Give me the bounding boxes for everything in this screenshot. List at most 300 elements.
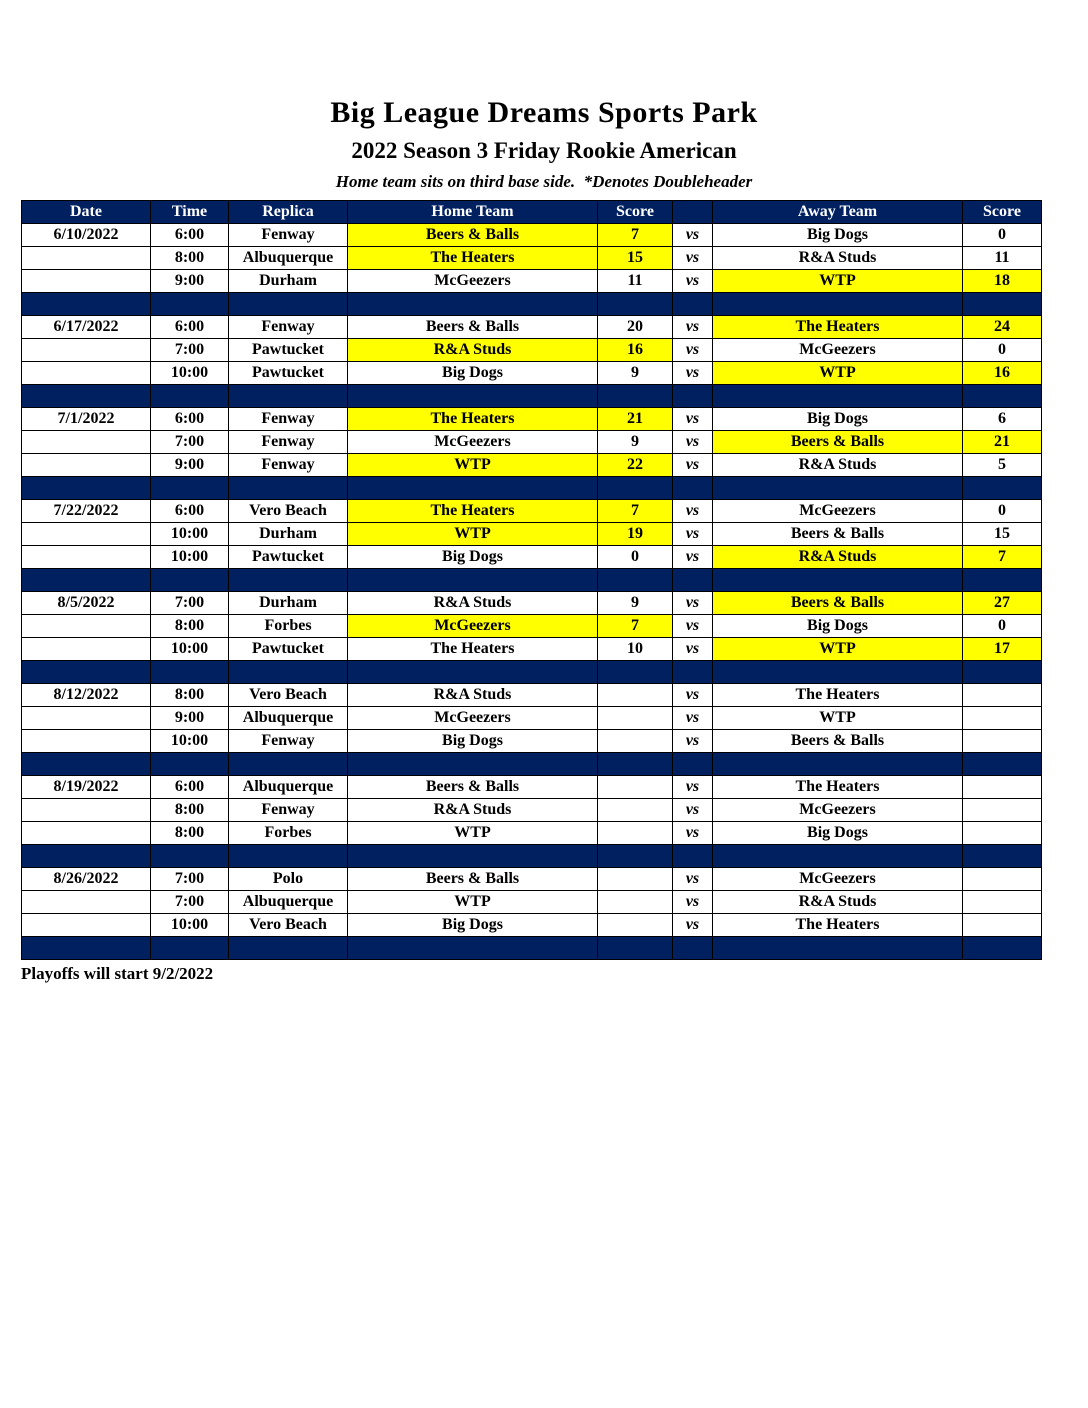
time-cell: 6:00 <box>151 224 229 247</box>
date-cell <box>22 730 151 753</box>
home-team-cell: WTP <box>348 891 598 914</box>
home-score-cell: 22 <box>598 454 673 477</box>
date-cell <box>22 914 151 937</box>
date-cell <box>22 431 151 454</box>
away-score-cell <box>963 799 1042 822</box>
date-cell <box>22 638 151 661</box>
game-row <box>22 684 1042 707</box>
home-score-cell: 20 <box>598 316 673 339</box>
replica-cell: Vero Beach <box>229 500 348 523</box>
replica-cell: Albuquerque <box>229 707 348 730</box>
away-score-cell <box>963 822 1042 845</box>
game-row <box>22 339 1042 362</box>
separator-row <box>22 385 1042 408</box>
vs-cell: vs <box>673 454 713 477</box>
home-team-cell: Big Dogs <box>348 362 598 385</box>
separator-cell <box>598 293 673 316</box>
time-cell: 9:00 <box>151 707 229 730</box>
away-team-cell: Beers & Balls <box>713 730 963 753</box>
page-title: Big League Dreams Sports Park <box>330 96 758 129</box>
replica-cell: Albuquerque <box>229 247 348 270</box>
separator-cell <box>348 293 598 316</box>
date-cell <box>22 546 151 569</box>
separator-cell <box>22 569 151 592</box>
game-row <box>22 546 1042 569</box>
time-cell: 7:00 <box>151 891 229 914</box>
vs-cell: vs <box>673 224 713 247</box>
date-cell: 6/10/2022 <box>22 224 151 247</box>
away-score-cell: 7 <box>963 546 1042 569</box>
column-header-score-4: Score <box>598 201 673 224</box>
vs-cell: vs <box>673 868 713 891</box>
replica-cell: Forbes <box>229 822 348 845</box>
game-row <box>22 822 1042 845</box>
replica-cell: Fenway <box>229 224 348 247</box>
time-cell: 8:00 <box>151 822 229 845</box>
date-cell <box>22 707 151 730</box>
date-cell: 7/22/2022 <box>22 500 151 523</box>
separator-cell <box>963 293 1042 316</box>
home-team-cell: R&A Studs <box>348 799 598 822</box>
separator-cell <box>22 845 151 868</box>
away-team-cell: Beers & Balls <box>713 592 963 615</box>
vs-cell: vs <box>673 914 713 937</box>
vs-cell: vs <box>673 362 713 385</box>
replica-cell: Vero Beach <box>229 914 348 937</box>
column-header-replica-2: Replica <box>229 201 348 224</box>
away-score-cell: 15 <box>963 523 1042 546</box>
home-team-cell: McGeezers <box>348 707 598 730</box>
home-team-cell: Big Dogs <box>348 914 598 937</box>
time-cell: 8:00 <box>151 615 229 638</box>
game-row <box>22 615 1042 638</box>
separator-cell <box>151 937 229 960</box>
game-row <box>22 776 1042 799</box>
vs-cell: vs <box>673 523 713 546</box>
separator-cell <box>151 845 229 868</box>
vs-cell: vs <box>673 270 713 293</box>
away-score-cell: 0 <box>963 339 1042 362</box>
home-score-cell: 10 <box>598 638 673 661</box>
home-score-cell <box>598 914 673 937</box>
replica-cell: Durham <box>229 270 348 293</box>
date-cell: 6/17/2022 <box>22 316 151 339</box>
time-cell: 10:00 <box>151 546 229 569</box>
date-cell <box>22 523 151 546</box>
game-row <box>22 891 1042 914</box>
separator-cell <box>229 293 348 316</box>
vs-cell: vs <box>673 247 713 270</box>
home-team-cell: The Heaters <box>348 500 598 523</box>
separator-cell <box>229 477 348 500</box>
separator-cell <box>963 845 1042 868</box>
replica-cell: Polo <box>229 868 348 891</box>
separator-cell <box>22 661 151 684</box>
separator-cell <box>713 477 963 500</box>
game-row <box>22 362 1042 385</box>
game-row <box>22 316 1042 339</box>
away-score-cell <box>963 684 1042 707</box>
home-team-cell: Big Dogs <box>348 546 598 569</box>
game-row <box>22 868 1042 891</box>
time-cell: 10:00 <box>151 362 229 385</box>
home-score-cell: 9 <box>598 362 673 385</box>
separator-cell <box>713 661 963 684</box>
separator-cell <box>151 661 229 684</box>
separator-cell <box>673 937 713 960</box>
home-score-cell: 0 <box>598 546 673 569</box>
date-cell <box>22 615 151 638</box>
column-header-away-team-6: Away Team <box>713 201 963 224</box>
column-header-home-team-3: Home Team <box>348 201 598 224</box>
separator-cell <box>229 661 348 684</box>
home-score-cell <box>598 891 673 914</box>
home-score-cell: 7 <box>598 224 673 247</box>
game-row <box>22 523 1042 546</box>
date-cell <box>22 891 151 914</box>
away-team-cell: The Heaters <box>713 914 963 937</box>
date-cell: 7/1/2022 <box>22 408 151 431</box>
away-team-cell: The Heaters <box>713 316 963 339</box>
replica-cell: Pawtucket <box>229 339 348 362</box>
vs-cell: vs <box>673 776 713 799</box>
home-score-cell <box>598 684 673 707</box>
playoffs-note: Playoffs will start 9/2/2022 <box>21 964 214 983</box>
date-cell: 8/26/2022 <box>22 868 151 891</box>
time-cell: 6:00 <box>151 316 229 339</box>
date-cell <box>22 339 151 362</box>
separator-cell <box>598 477 673 500</box>
game-row <box>22 270 1042 293</box>
separator-cell <box>963 385 1042 408</box>
away-score-cell <box>963 776 1042 799</box>
away-team-cell: R&A Studs <box>713 546 963 569</box>
separator-cell <box>151 385 229 408</box>
time-cell: 7:00 <box>151 431 229 454</box>
separator-cell <box>229 385 348 408</box>
home-team-cell: R&A Studs <box>348 592 598 615</box>
vs-cell: vs <box>673 891 713 914</box>
replica-cell: Fenway <box>229 799 348 822</box>
game-row <box>22 454 1042 477</box>
vs-cell: vs <box>673 707 713 730</box>
separator-row <box>22 845 1042 868</box>
away-score-cell <box>963 891 1042 914</box>
date-cell: 8/12/2022 <box>22 684 151 707</box>
separator-cell <box>713 753 963 776</box>
separator-cell <box>348 661 598 684</box>
time-cell: 8:00 <box>151 799 229 822</box>
replica-cell: Durham <box>229 592 348 615</box>
away-score-cell: 24 <box>963 316 1042 339</box>
away-score-cell <box>963 730 1042 753</box>
game-row <box>22 914 1042 937</box>
vs-cell: vs <box>673 684 713 707</box>
vs-cell: vs <box>673 431 713 454</box>
game-row <box>22 431 1042 454</box>
separator-cell <box>673 385 713 408</box>
away-score-cell: 6 <box>963 408 1042 431</box>
game-row <box>22 247 1042 270</box>
date-cell: 8/5/2022 <box>22 592 151 615</box>
time-cell: 10:00 <box>151 914 229 937</box>
separator-cell <box>151 477 229 500</box>
away-team-cell: The Heaters <box>713 684 963 707</box>
separator-cell <box>713 845 963 868</box>
game-row <box>22 730 1042 753</box>
replica-cell: Vero Beach <box>229 684 348 707</box>
replica-cell: Pawtucket <box>229 638 348 661</box>
home-team-cell: WTP <box>348 523 598 546</box>
away-team-cell: Beers & Balls <box>713 523 963 546</box>
away-score-cell: 0 <box>963 615 1042 638</box>
away-team-cell: R&A Studs <box>713 454 963 477</box>
date-cell <box>22 247 151 270</box>
away-team-cell: R&A Studs <box>713 891 963 914</box>
home-score-cell <box>598 822 673 845</box>
game-row <box>22 408 1042 431</box>
separator-cell <box>348 937 598 960</box>
away-score-cell: 18 <box>963 270 1042 293</box>
home-score-cell <box>598 776 673 799</box>
home-team-cell: The Heaters <box>348 408 598 431</box>
vs-cell: vs <box>673 500 713 523</box>
away-team-cell: Big Dogs <box>713 615 963 638</box>
separator-cell <box>348 385 598 408</box>
away-score-cell: 0 <box>963 224 1042 247</box>
home-team-cell: McGeezers <box>348 431 598 454</box>
vs-cell: vs <box>673 592 713 615</box>
time-cell: 6:00 <box>151 776 229 799</box>
separator-cell <box>673 753 713 776</box>
home-score-cell: 19 <box>598 523 673 546</box>
replica-cell: Fenway <box>229 408 348 431</box>
column-header-time-1: Time <box>151 201 229 224</box>
separator-cell <box>348 477 598 500</box>
separator-cell <box>151 293 229 316</box>
away-team-cell: Big Dogs <box>713 224 963 247</box>
away-team-cell: McGeezers <box>713 868 963 891</box>
away-score-cell: 0 <box>963 500 1042 523</box>
away-score-cell: 21 <box>963 431 1042 454</box>
date-cell <box>22 454 151 477</box>
separator-cell <box>598 385 673 408</box>
separator-cell <box>713 293 963 316</box>
away-team-cell: WTP <box>713 270 963 293</box>
separator-cell <box>22 937 151 960</box>
separator-row <box>22 937 1042 960</box>
separator-cell <box>229 845 348 868</box>
column-header-date-0: Date <box>22 201 151 224</box>
time-cell: 6:00 <box>151 500 229 523</box>
home-team-cell: WTP <box>348 454 598 477</box>
home-team-cell: Beers & Balls <box>348 868 598 891</box>
separator-row <box>22 753 1042 776</box>
home-team-cell: R&A Studs <box>348 684 598 707</box>
separator-cell <box>151 753 229 776</box>
home-score-cell: 7 <box>598 500 673 523</box>
away-score-cell: 5 <box>963 454 1042 477</box>
home-score-cell: 11 <box>598 270 673 293</box>
separator-cell <box>229 569 348 592</box>
replica-cell: Fenway <box>229 431 348 454</box>
game-row <box>22 500 1042 523</box>
vs-cell: vs <box>673 316 713 339</box>
home-team-cell: McGeezers <box>348 270 598 293</box>
separator-cell <box>598 569 673 592</box>
separator-row <box>22 477 1042 500</box>
away-team-cell: McGeezers <box>713 799 963 822</box>
vs-cell: vs <box>673 799 713 822</box>
home-score-cell <box>598 730 673 753</box>
home-score-cell: 9 <box>598 431 673 454</box>
time-cell: 8:00 <box>151 247 229 270</box>
separator-row <box>22 293 1042 316</box>
away-team-cell: Beers & Balls <box>713 431 963 454</box>
separator-row <box>22 569 1042 592</box>
separator-cell <box>673 845 713 868</box>
time-cell: 10:00 <box>151 638 229 661</box>
time-cell: 10:00 <box>151 523 229 546</box>
away-team-cell: WTP <box>713 707 963 730</box>
game-row <box>22 799 1042 822</box>
separator-cell <box>963 477 1042 500</box>
separator-cell <box>963 661 1042 684</box>
separator-cell <box>22 477 151 500</box>
separator-cell <box>598 661 673 684</box>
column-header-vs-spacer <box>673 201 713 224</box>
vs-cell: vs <box>673 408 713 431</box>
home-team-cell: Beers & Balls <box>348 316 598 339</box>
home-score-cell: 15 <box>598 247 673 270</box>
replica-cell: Fenway <box>229 316 348 339</box>
time-cell: 10:00 <box>151 730 229 753</box>
home-score-cell: 16 <box>598 339 673 362</box>
vs-cell: vs <box>673 730 713 753</box>
separator-cell <box>673 661 713 684</box>
separator-cell <box>713 569 963 592</box>
replica-cell: Durham <box>229 523 348 546</box>
home-team-cell: R&A Studs <box>348 339 598 362</box>
away-score-cell <box>963 914 1042 937</box>
separator-cell <box>348 845 598 868</box>
date-cell <box>22 362 151 385</box>
separator-cell <box>348 753 598 776</box>
separator-cell <box>229 937 348 960</box>
away-score-cell: 27 <box>963 592 1042 615</box>
away-team-cell: WTP <box>713 362 963 385</box>
home-team-cell: The Heaters <box>348 247 598 270</box>
separator-cell <box>22 385 151 408</box>
separator-cell <box>963 937 1042 960</box>
away-team-cell: McGeezers <box>713 500 963 523</box>
away-team-cell: Big Dogs <box>713 408 963 431</box>
away-team-cell: R&A Studs <box>713 247 963 270</box>
time-cell: 6:00 <box>151 408 229 431</box>
date-cell <box>22 799 151 822</box>
home-team-cell: Beers & Balls <box>348 776 598 799</box>
time-cell: 9:00 <box>151 454 229 477</box>
separator-cell <box>229 753 348 776</box>
separator-cell <box>598 937 673 960</box>
date-cell: 8/19/2022 <box>22 776 151 799</box>
column-header-score-7: Score <box>963 201 1042 224</box>
date-cell <box>22 822 151 845</box>
separator-row <box>22 661 1042 684</box>
vs-cell: vs <box>673 546 713 569</box>
schedule-table <box>21 200 1042 960</box>
home-team-cell: WTP <box>348 822 598 845</box>
game-row <box>22 638 1042 661</box>
game-row <box>22 707 1042 730</box>
vs-cell: vs <box>673 822 713 845</box>
game-row <box>22 224 1042 247</box>
home-team-cell: Big Dogs <box>348 730 598 753</box>
home-team-cell: Beers & Balls <box>348 224 598 247</box>
vs-cell: vs <box>673 615 713 638</box>
vs-cell: vs <box>673 638 713 661</box>
table-header-row <box>22 201 1042 224</box>
home-team-cell: McGeezers <box>348 615 598 638</box>
separator-cell <box>22 753 151 776</box>
away-score-cell: 16 <box>963 362 1042 385</box>
home-score-cell: 9 <box>598 592 673 615</box>
home-team-cell: The Heaters <box>348 638 598 661</box>
replica-cell: Pawtucket <box>229 546 348 569</box>
away-team-cell: Big Dogs <box>713 822 963 845</box>
home-score-cell: 21 <box>598 408 673 431</box>
vs-cell: vs <box>673 339 713 362</box>
time-cell: 7:00 <box>151 592 229 615</box>
away-score-cell: 11 <box>963 247 1042 270</box>
home-score-cell <box>598 707 673 730</box>
away-score-cell <box>963 868 1042 891</box>
separator-cell <box>713 385 963 408</box>
separator-cell <box>22 293 151 316</box>
replica-cell: Fenway <box>229 454 348 477</box>
date-cell <box>22 270 151 293</box>
separator-cell <box>598 845 673 868</box>
away-score-cell: 17 <box>963 638 1042 661</box>
replica-cell: Albuquerque <box>229 776 348 799</box>
time-cell: 8:00 <box>151 684 229 707</box>
time-cell: 9:00 <box>151 270 229 293</box>
away-score-cell <box>963 707 1042 730</box>
replica-cell: Fenway <box>229 730 348 753</box>
replica-cell: Forbes <box>229 615 348 638</box>
away-team-cell: The Heaters <box>713 776 963 799</box>
separator-cell <box>673 477 713 500</box>
away-team-cell: McGeezers <box>713 339 963 362</box>
separator-cell <box>673 293 713 316</box>
home-score-cell <box>598 799 673 822</box>
separator-cell <box>598 753 673 776</box>
separator-cell <box>963 753 1042 776</box>
replica-cell: Pawtucket <box>229 362 348 385</box>
home-score-cell: 7 <box>598 615 673 638</box>
time-cell: 7:00 <box>151 868 229 891</box>
separator-cell <box>673 569 713 592</box>
home-score-cell <box>598 868 673 891</box>
page-subtitle: 2022 Season 3 Friday Rookie American <box>351 138 737 163</box>
time-cell: 7:00 <box>151 339 229 362</box>
game-row <box>22 592 1042 615</box>
separator-cell <box>713 937 963 960</box>
replica-cell: Albuquerque <box>229 891 348 914</box>
home-team-note: Home team sits on third base side. *Denotes Doubleheader <box>335 172 753 191</box>
separator-cell <box>151 569 229 592</box>
separator-cell <box>348 569 598 592</box>
